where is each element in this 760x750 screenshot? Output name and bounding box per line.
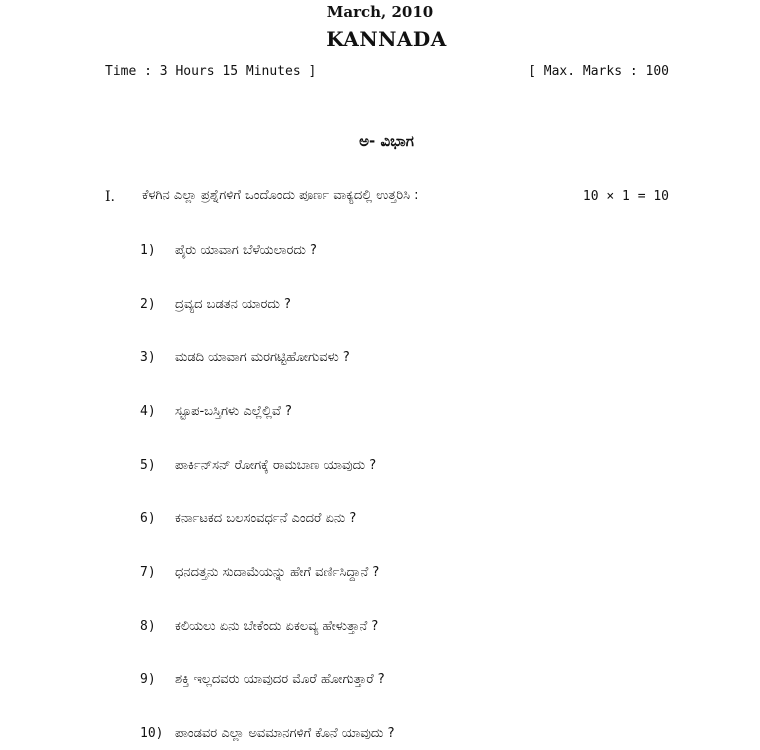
question-number: I. [105, 189, 115, 205]
item-number: 9) [140, 672, 156, 687]
item-number: 6) [140, 511, 156, 526]
item-number: 3) [140, 350, 156, 365]
list-item [140, 458, 376, 473]
item-number: 5) [140, 458, 156, 473]
item-text: ಕರ್ನಾಟಕದ ಬಲಸಂವರ್ಧನೆ ಎಂದರೆ ಏನು ? [175, 511, 357, 526]
item-number: 2) [140, 297, 156, 312]
list-item [140, 672, 385, 687]
max-marks: [ Max. Marks : 100 [528, 64, 669, 79]
exam-date: March, 2010 [326, 3, 434, 21]
item-number: 10) [140, 726, 164, 741]
question-marks: 10 × 1 = 10 [582, 189, 669, 204]
list-item [140, 350, 350, 365]
list-item [140, 243, 317, 258]
list-item [140, 297, 291, 312]
list-item [140, 565, 379, 580]
item-text: ಪೈರು ಯಾವಾಗ ಬೆಳೆಯಲಾರದು ? [175, 243, 317, 258]
item-number: 4) [140, 404, 156, 419]
exam-duration: Time : 3 Hours 15 Minutes ] [105, 64, 317, 79]
item-text: ಪಾಂಡವರ ಎಲ್ಲಾ ಅವಮಾನಗಳಿಗೆ ಕೊನೆ ಯಾವುದು ? [175, 726, 395, 741]
item-text: ಸ್ಟೂಪ-ಬಸ್ತಿಗಳು ಎಲ್ಲೆಲ್ಲಿವೆ ? [175, 404, 292, 419]
item-text: ಧನದತ್ತನು ಸುದಾಮೆಯನ್ನು ಹೇಗೆ ವರ್ಣಿಸಿದ್ದಾನೆ ? [175, 565, 380, 580]
section-title: ಅ- ವಿಭಾಗ [359, 132, 414, 150]
list-item [140, 726, 394, 741]
list-item [140, 619, 378, 634]
item-text: ಮಡದಿ ಯಾವಾಗ ಮರಗಟ್ಟಿಹೋಗುವಳು ? [175, 350, 350, 365]
list-item [140, 404, 292, 419]
item-text: ಪಾರ್ಕಿನ್‌ಸನ್ ರೋಗಕ್ಕೆ ರಾಮಬಾಣ ಯಾವುದು ? [175, 458, 377, 473]
item-number: 7) [140, 565, 156, 580]
subject-title: KANNADA [326, 27, 447, 51]
list-item [140, 511, 356, 526]
item-text: ದ್ರವ್ಯದ ಬಡತನ ಯಾರದು ? [175, 297, 291, 312]
item-text: ಕಲಿಯಲು ಏನು ಬೇಕೆಂದು ಏಕಲವ್ಯ ಹೇಳುತ್ತಾನೆ ? [175, 619, 379, 634]
question-instruction: ಕೆಳಗಿನ ಎಲ್ಲಾ ಪ್ರಶ್ನೆಗಳಿಗೆ ಒಂದೊಂದು ಪೂರ್ಣ ವಾಕ್ಯದಲ್ಲಿ ಉತ್ತರಿಸಿ : [142, 188, 419, 203]
item-number: 1) [140, 243, 156, 258]
item-number: 8) [140, 619, 156, 634]
item-text: ಶಕ್ತಿ ಇಲ್ಲದವರು ಯಾವುದರ ಮೊರೆ ಹೋಗುತ್ತಾರೆ ? [175, 672, 385, 687]
